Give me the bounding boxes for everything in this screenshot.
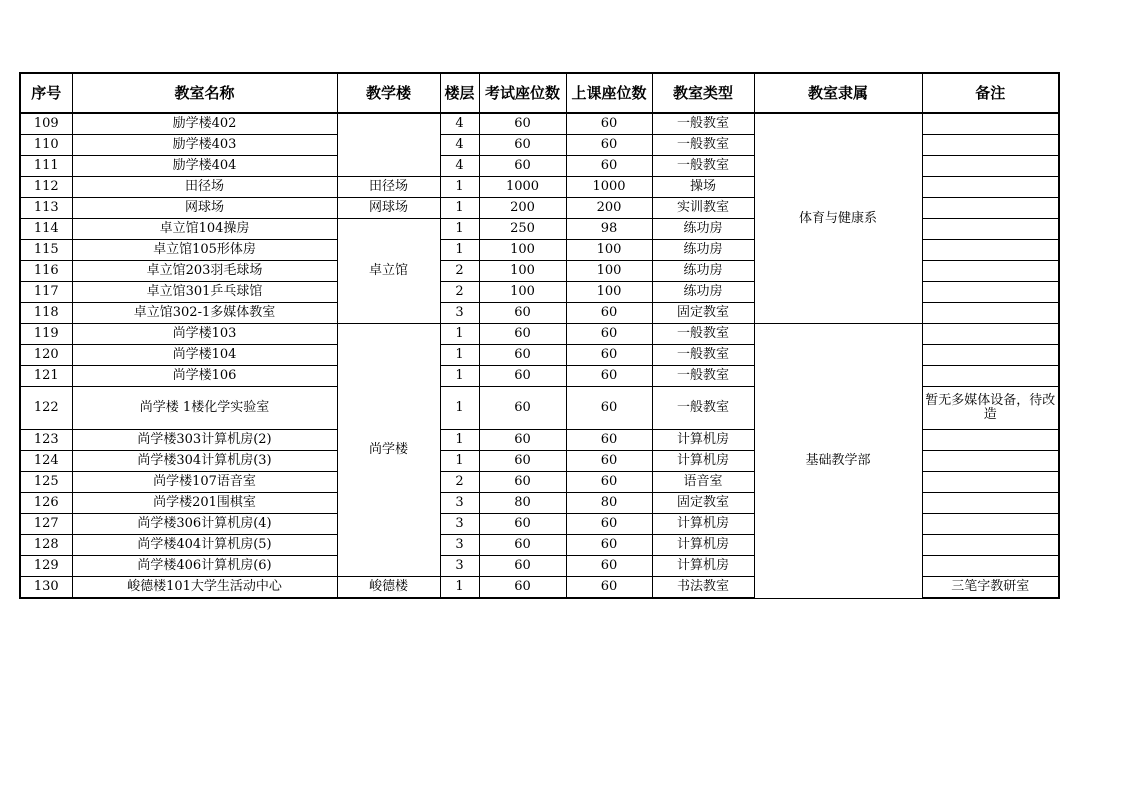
cell-note	[922, 177, 1059, 198]
cell-note: 三笔字教研室	[922, 577, 1059, 599]
cell-room-type: 一般教室	[652, 113, 754, 135]
cell-exam-seats: 60	[479, 472, 566, 493]
cell-room-name: 网球场	[72, 198, 337, 219]
cell-class-seats: 60	[566, 303, 652, 324]
cell-floor: 2	[440, 261, 479, 282]
cell-note	[922, 514, 1059, 535]
cell-floor: 4	[440, 113, 479, 135]
cell-floor: 1	[440, 324, 479, 345]
cell-note	[922, 198, 1059, 219]
cell-note	[922, 366, 1059, 387]
cell-room-type: 一般教室	[652, 135, 754, 156]
classroom-table	[19, 72, 1060, 599]
cell-note	[922, 156, 1059, 177]
header-index: 序号	[20, 73, 72, 113]
cell-index: 121	[20, 366, 72, 387]
cell-floor: 3	[440, 556, 479, 577]
cell-department: 体育与健康系	[754, 113, 922, 324]
cell-class-seats: 60	[566, 430, 652, 451]
cell-floor: 3	[440, 514, 479, 535]
cell-room-type: 计算机房	[652, 535, 754, 556]
cell-room-name: 卓立馆302-1多媒体教室	[72, 303, 337, 324]
cell-floor: 3	[440, 535, 479, 556]
cell-building: 尚学楼	[337, 324, 440, 577]
cell-exam-seats: 60	[479, 345, 566, 366]
cell-room-type: 练功房	[652, 261, 754, 282]
cell-floor: 2	[440, 472, 479, 493]
cell-room-name: 尚学楼103	[72, 324, 337, 345]
cell-room-name: 励学楼402	[72, 113, 337, 135]
cell-index: 128	[20, 535, 72, 556]
cell-building: 田径场	[337, 177, 440, 198]
cell-note	[922, 261, 1059, 282]
cell-index: 119	[20, 324, 72, 345]
cell-index: 112	[20, 177, 72, 198]
cell-room-name: 励学楼404	[72, 156, 337, 177]
cell-room-type: 一般教室	[652, 324, 754, 345]
cell-exam-seats: 60	[479, 556, 566, 577]
cell-exam-seats: 200	[479, 198, 566, 219]
cell-index: 115	[20, 240, 72, 261]
cell-exam-seats: 60	[479, 535, 566, 556]
cell-class-seats: 200	[566, 198, 652, 219]
cell-note	[922, 282, 1059, 303]
cell-room-type: 一般教室	[652, 387, 754, 430]
cell-room-name: 卓立馆301乒乓球馆	[72, 282, 337, 303]
cell-index: 109	[20, 113, 72, 135]
cell-room-type: 语音室	[652, 472, 754, 493]
cell-exam-seats: 60	[479, 113, 566, 135]
cell-room-type: 计算机房	[652, 451, 754, 472]
cell-class-seats: 60	[566, 366, 652, 387]
cell-class-seats: 60	[566, 472, 652, 493]
cell-index: 125	[20, 472, 72, 493]
cell-exam-seats: 80	[479, 493, 566, 514]
cell-room-name: 田径场	[72, 177, 337, 198]
table-row	[20, 113, 1059, 135]
cell-room-type: 固定教室	[652, 493, 754, 514]
cell-exam-seats: 60	[479, 324, 566, 345]
cell-index: 111	[20, 156, 72, 177]
cell-room-name: 卓立馆104操房	[72, 219, 337, 240]
cell-floor: 4	[440, 135, 479, 156]
cell-class-seats: 100	[566, 261, 652, 282]
header-room-name: 教室名称	[72, 73, 337, 113]
cell-room-type: 计算机房	[652, 430, 754, 451]
cell-room-type: 练功房	[652, 240, 754, 261]
cell-floor: 1	[440, 430, 479, 451]
cell-class-seats: 60	[566, 514, 652, 535]
cell-note	[922, 430, 1059, 451]
cell-floor: 1	[440, 240, 479, 261]
cell-index: 110	[20, 135, 72, 156]
cell-room-type: 计算机房	[652, 556, 754, 577]
cell-room-name: 励学楼403	[72, 135, 337, 156]
cell-class-seats: 60	[566, 324, 652, 345]
cell-index: 126	[20, 493, 72, 514]
cell-note	[922, 324, 1059, 345]
cell-room-name: 尚学楼 1楼化学实验室	[72, 387, 337, 430]
cell-note	[922, 303, 1059, 324]
cell-exam-seats: 100	[479, 261, 566, 282]
header-room-type: 教室类型	[652, 73, 754, 113]
cell-note: 暂无多媒体设备，待改造	[922, 387, 1059, 430]
cell-class-seats: 100	[566, 282, 652, 303]
cell-building: 峻德楼	[337, 577, 440, 599]
cell-class-seats: 60	[566, 156, 652, 177]
cell-floor: 1	[440, 387, 479, 430]
cell-room-type: 一般教室	[652, 345, 754, 366]
table-header-row	[20, 73, 1059, 113]
cell-building	[337, 113, 440, 177]
cell-note	[922, 135, 1059, 156]
cell-floor: 1	[440, 345, 479, 366]
cell-floor: 1	[440, 198, 479, 219]
cell-room-name: 峻德楼101大学生活动中心	[72, 577, 337, 599]
cell-class-seats: 60	[566, 451, 652, 472]
cell-class-seats: 60	[566, 135, 652, 156]
cell-exam-seats: 100	[479, 240, 566, 261]
cell-note	[922, 493, 1059, 514]
cell-room-type: 书法教室	[652, 577, 754, 599]
cell-note	[922, 556, 1059, 577]
cell-room-name: 尚学楼104	[72, 345, 337, 366]
cell-floor: 1	[440, 577, 479, 599]
cell-index: 113	[20, 198, 72, 219]
cell-class-seats: 80	[566, 493, 652, 514]
cell-building: 卓立馆	[337, 219, 440, 324]
cell-class-seats: 60	[566, 345, 652, 366]
cell-exam-seats: 60	[479, 366, 566, 387]
cell-note	[922, 240, 1059, 261]
cell-index: 118	[20, 303, 72, 324]
cell-floor: 2	[440, 282, 479, 303]
cell-index: 120	[20, 345, 72, 366]
cell-room-type: 练功房	[652, 219, 754, 240]
cell-room-name: 尚学楼406计算机房(6)	[72, 556, 337, 577]
cell-department: 基础教学部	[754, 324, 922, 599]
header-note: 备注	[922, 73, 1059, 113]
cell-room-name: 尚学楼404计算机房(5)	[72, 535, 337, 556]
cell-index: 127	[20, 514, 72, 535]
cell-floor: 3	[440, 493, 479, 514]
cell-exam-seats: 60	[479, 135, 566, 156]
cell-index: 130	[20, 577, 72, 599]
cell-index: 117	[20, 282, 72, 303]
header-exam-seats: 考试座位数	[479, 73, 566, 113]
cell-room-name: 尚学楼303计算机房(2)	[72, 430, 337, 451]
cell-class-seats: 60	[566, 556, 652, 577]
table-row	[20, 324, 1059, 345]
cell-class-seats: 60	[566, 535, 652, 556]
cell-floor: 1	[440, 366, 479, 387]
cell-note	[922, 451, 1059, 472]
cell-room-type: 实训教室	[652, 198, 754, 219]
cell-floor: 4	[440, 156, 479, 177]
cell-floor: 1	[440, 177, 479, 198]
cell-index: 116	[20, 261, 72, 282]
cell-class-seats: 60	[566, 577, 652, 599]
header-floor: 楼层	[440, 73, 479, 113]
cell-floor: 3	[440, 303, 479, 324]
cell-class-seats: 60	[566, 387, 652, 430]
cell-building: 网球场	[337, 198, 440, 219]
cell-exam-seats: 60	[479, 430, 566, 451]
cell-exam-seats: 60	[479, 156, 566, 177]
cell-exam-seats: 60	[479, 451, 566, 472]
cell-exam-seats: 250	[479, 219, 566, 240]
header-building: 教学楼	[337, 73, 440, 113]
cell-room-name: 尚学楼306计算机房(4)	[72, 514, 337, 535]
cell-class-seats: 98	[566, 219, 652, 240]
cell-exam-seats: 100	[479, 282, 566, 303]
header-class-seats: 上课座位数	[566, 73, 652, 113]
cell-index: 124	[20, 451, 72, 472]
cell-room-name: 尚学楼304计算机房(3)	[72, 451, 337, 472]
cell-note	[922, 219, 1059, 240]
cell-class-seats: 100	[566, 240, 652, 261]
cell-room-type: 操场	[652, 177, 754, 198]
cell-room-type: 固定教室	[652, 303, 754, 324]
cell-note	[922, 113, 1059, 135]
cell-class-seats: 60	[566, 113, 652, 135]
cell-exam-seats: 60	[479, 303, 566, 324]
cell-note	[922, 472, 1059, 493]
cell-index: 123	[20, 430, 72, 451]
cell-room-type: 一般教室	[652, 366, 754, 387]
cell-floor: 1	[440, 451, 479, 472]
cell-index: 114	[20, 219, 72, 240]
cell-exam-seats: 60	[479, 514, 566, 535]
cell-room-name: 尚学楼107语音室	[72, 472, 337, 493]
cell-floor: 1	[440, 219, 479, 240]
cell-index: 129	[20, 556, 72, 577]
cell-room-name: 卓立馆203羽毛球场	[72, 261, 337, 282]
cell-room-name: 尚学楼106	[72, 366, 337, 387]
cell-note	[922, 535, 1059, 556]
cell-index: 122	[20, 387, 72, 430]
cell-room-type: 计算机房	[652, 514, 754, 535]
cell-class-seats: 1000	[566, 177, 652, 198]
cell-room-name: 尚学楼201围棋室	[72, 493, 337, 514]
cell-room-type: 练功房	[652, 282, 754, 303]
cell-room-type: 一般教室	[652, 156, 754, 177]
cell-exam-seats: 1000	[479, 177, 566, 198]
cell-note	[922, 345, 1059, 366]
cell-exam-seats: 60	[479, 577, 566, 599]
cell-exam-seats: 60	[479, 387, 566, 430]
cell-room-name: 卓立馆105形体房	[72, 240, 337, 261]
header-department: 教室隶属	[754, 73, 922, 113]
